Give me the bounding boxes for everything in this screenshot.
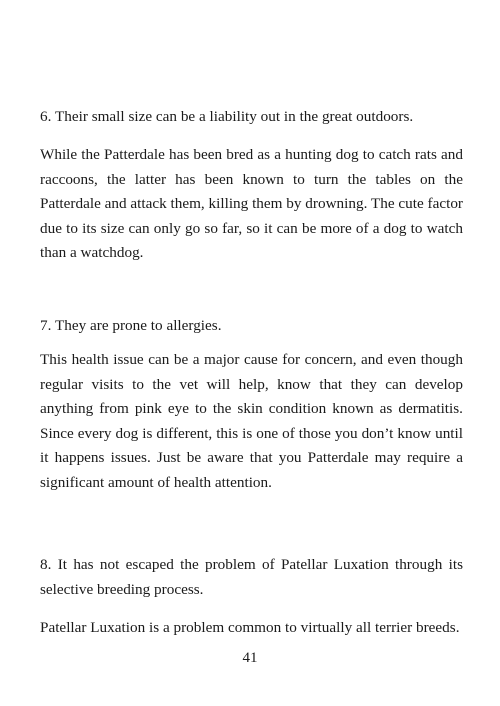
section-6-heading: 6. Their small size can be a liability out in the great outdoors. <box>40 108 414 125</box>
section-6-body: While the Patterdale has been bred as a hunting dog to catch rats and raccoons, the latter has been known to turn the tables on the Patterdale and attack them, killing them by drowning. The cute factor due to its size can only go so far, so it can be more of a dog to watch than a watchdog. <box>40 146 463 262</box>
book-page <box>40 0 463 706</box>
section-8-heading: 8. It has not escaped the problem of Patellar Luxation through its selective breeding process. <box>40 556 463 598</box>
page-number: 41 <box>242 650 258 666</box>
section-7-heading: 7. They are prone to allergies. <box>40 317 222 334</box>
section-7-body: This health issue can be a major cause for concern, and even though regular visits to the vet will help, know that they can develop anything from pink eye to the skin condition known as dermatitis. Since every dog is different, this is one of those you don’t know until it happens issues. Just be aware that you Patterdale may require a significant amount of health attention. <box>40 351 463 491</box>
section-8-body: Patellar Luxation is a problem common to virtually all terrier breeds. <box>40 619 460 636</box>
